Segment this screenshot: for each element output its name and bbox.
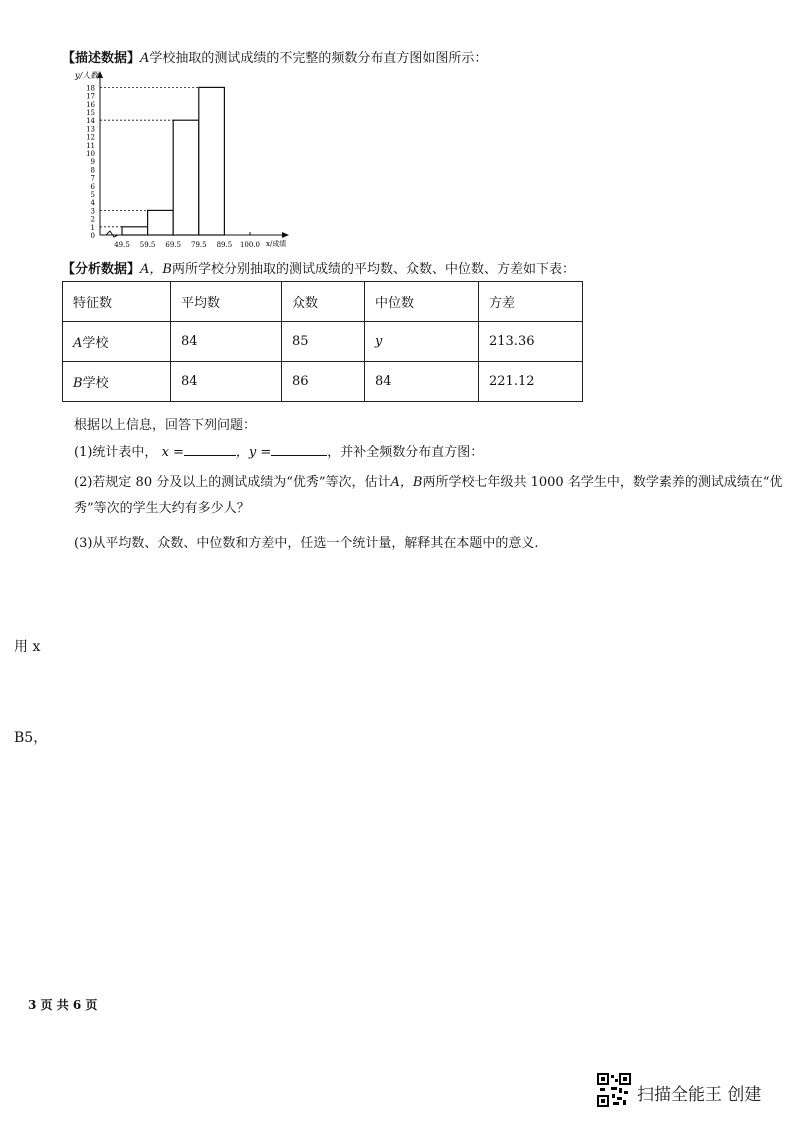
y-tick-label: 10 [86, 150, 95, 158]
y-answer-blank[interactable] [271, 443, 327, 456]
x-tick-label: 89.5 [216, 241, 233, 249]
x-tick-label: 59.5 [139, 241, 156, 249]
frequency-histogram [60, 66, 300, 252]
header-cell: 众数 [282, 282, 365, 322]
header-cell: 特征数 [63, 282, 171, 322]
analyze-label: 【分析数据】 [62, 262, 141, 277]
header-cell: 平均数 [171, 282, 282, 322]
schools-ab: A，B [390, 475, 423, 490]
describe-label: 【描述数据】 [62, 51, 141, 66]
school-a: A [140, 51, 150, 66]
table-row [63, 362, 583, 402]
questions-intro: 根据以上信息，回答下列问题： [74, 418, 257, 433]
q2-text: (2)若规定 80 分及以上的测试成绩为“优秀”等次，估计 [74, 475, 391, 490]
y-tick-label: 16 [86, 100, 95, 109]
var-y: y [375, 334, 383, 349]
statistics-table [62, 281, 583, 402]
header-cell: 中位数 [365, 282, 479, 322]
school-var: B [73, 376, 83, 391]
table-cell: 84 [171, 362, 282, 402]
table-cell: 213.36 [479, 322, 583, 362]
y-tick-label: 2 [90, 215, 95, 224]
table-cell: 221.12 [479, 362, 583, 402]
y-tick-label: 5 [90, 191, 95, 199]
axis-break [106, 231, 118, 237]
x-axis-arrow [282, 232, 289, 238]
y-tick-label: 14 [86, 117, 95, 126]
header-cell: 方差 [479, 282, 583, 322]
table-cell [365, 322, 479, 362]
q1-text-end: ，并补全频数分布直方图： [327, 445, 484, 460]
margin-fragment: 用 x [14, 639, 41, 655]
schools-ab: A，B [140, 262, 172, 277]
row-label [63, 322, 171, 362]
q1-text: (1)统计表中， [74, 445, 158, 460]
y-tick-label: 6 [90, 182, 95, 191]
y-tick-label: 17 [86, 92, 95, 101]
school-var: A [73, 336, 83, 351]
y-tick-label: 13 [86, 125, 95, 134]
table-cell: 84 [365, 362, 479, 402]
table-row [63, 322, 583, 362]
row-label [63, 362, 171, 402]
analyze-line [62, 258, 575, 277]
y-label: ，y = [235, 445, 272, 460]
histogram-bar [173, 120, 199, 235]
analyze-text: 两所学校分别抽取的测试成绩的平均数、众数、中位数、方差如下表： [171, 262, 575, 277]
y-tick-label: 15 [86, 109, 95, 117]
table-cell: 86 [282, 362, 365, 402]
question-1 [74, 441, 483, 460]
y-axis-label: y/人数 [75, 71, 99, 80]
histogram-bar [199, 87, 225, 235]
y-tick-label: 1 [90, 223, 95, 232]
qr-code-icon [597, 1073, 631, 1107]
x-tick-label: 49.5 [114, 241, 130, 249]
y-tick-label: 0 [90, 232, 95, 240]
table-header-row [63, 282, 583, 322]
question-3: (3)从平均数、众数、中位数和方差中，任选一个统计量，解释其在本题中的意义. [74, 536, 539, 551]
y-tick-label: 18 [86, 84, 95, 93]
table-cell: 85 [282, 322, 365, 362]
x-axis-label: x/成绩 [266, 240, 287, 248]
q2-text-cont: 两所学校七年级共 1000 名学生中，数学素养的测试成绩在“优 [422, 475, 783, 490]
x-label: x = [161, 445, 184, 460]
y-tick-label: 3 [90, 207, 95, 216]
x-answer-blank[interactable] [184, 443, 236, 456]
x-tick-label: 100.0 [239, 241, 261, 249]
histogram-bar [122, 227, 148, 235]
scanner-watermark: 扫描全能王 创建 [637, 1085, 762, 1105]
school-name: 学校 [82, 336, 109, 351]
x-tick-label: 79.5 [191, 241, 207, 249]
question-2-end: 秀”等次的学生大约有多少人？ [74, 501, 250, 516]
y-tick-label: 4 [90, 199, 95, 208]
y-tick-label: 11 [86, 141, 95, 150]
y-tick-label: 7 [90, 174, 95, 183]
question-2 [74, 471, 782, 490]
page-number: 3 页 共 6 页 [28, 998, 98, 1012]
table-cell: 84 [171, 322, 282, 362]
y-tick-label: 9 [90, 158, 95, 167]
x-tick-label: 69.5 [165, 241, 181, 249]
y-tick-label: 12 [86, 133, 95, 142]
describe-text: 学校抽取的测试成绩的不完整的频数分布直方图如图所示： [149, 51, 488, 66]
describe-line [62, 47, 487, 66]
y-tick-label: 8 [90, 166, 95, 175]
school-name: 学校 [82, 376, 109, 391]
margin-fragment: B5， [14, 730, 48, 746]
histogram-bar [148, 210, 174, 235]
